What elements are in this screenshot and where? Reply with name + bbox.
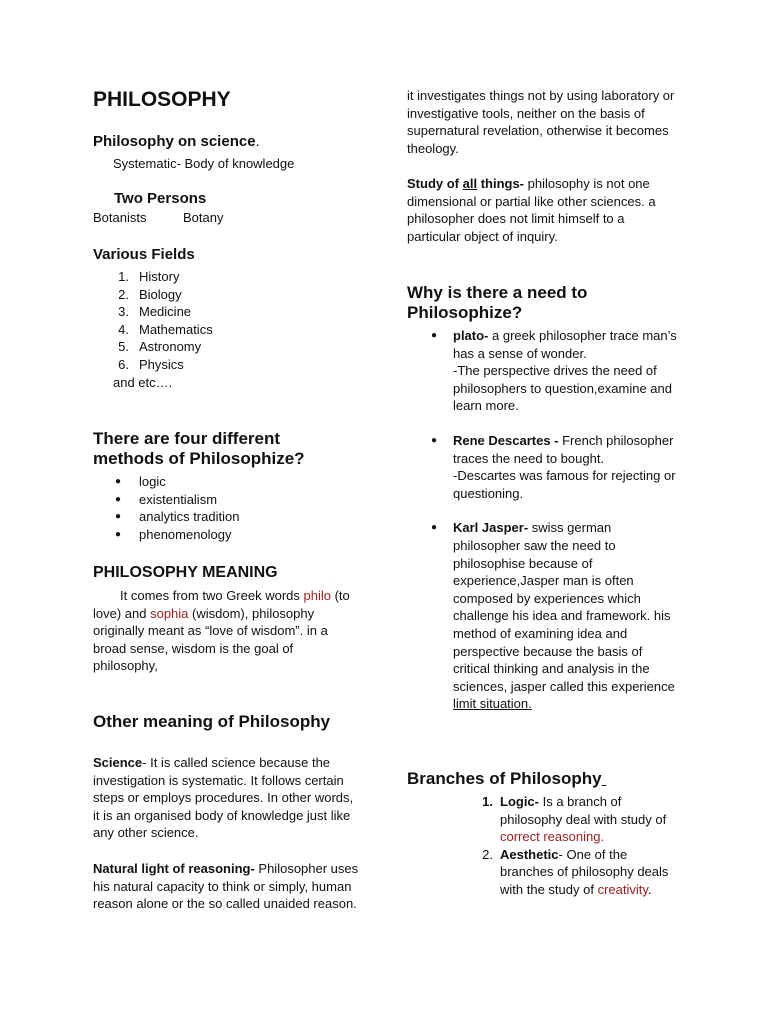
list-item: ● Karl Jasper- swiss german philosopher saw the need to philosophise because of experience,Jasper man is often composed by experiences which challenge his idea and framework. his method of examining idea and perspective because the basis of critical thinking and analysis in the sciences, jasper called this experience limit situation. bbox=[431, 520, 675, 712]
list-item: ● analytics tradition bbox=[115, 509, 240, 525]
fields-etc: and etc…. bbox=[113, 375, 173, 390]
list-item: 4. Mathematics bbox=[118, 321, 213, 337]
philo-word: philo bbox=[303, 588, 331, 603]
list-item: 5. Astronomy bbox=[118, 339, 202, 355]
list-item: 3. Medicine bbox=[118, 304, 192, 320]
other-meaning-heading: Other meaning of Philosophy bbox=[93, 712, 331, 731]
fields-list bbox=[93, 268, 363, 374]
two-persons-heading: Two Persons bbox=[114, 190, 207, 207]
natural-light-paragraph: Natural light of reasoning- Philosopher uses his natural capacity to think or simply, human reason alone or the so called unaided reason. bbox=[93, 861, 359, 912]
fields-heading: Various Fields bbox=[93, 246, 195, 263]
list-item: ● logic bbox=[115, 474, 166, 489]
continued-paragraph: it investigates things not by using laboratory or investigative tools, neither on the basis of supernatural revelation, otherwise it becomes theology. bbox=[407, 88, 675, 156]
page-title: PHILOSOPHY bbox=[93, 88, 231, 111]
sophia-word: sophia bbox=[150, 605, 189, 621]
meaning-heading: PHILOSOPHY MEANING bbox=[93, 564, 278, 581]
science-heading: Philosophy on science. bbox=[93, 133, 260, 150]
why-heading: Why is there a need to Philosophize? bbox=[407, 283, 588, 322]
methods-list bbox=[93, 473, 363, 543]
list-item: 1. History bbox=[118, 269, 180, 284]
science-paragraph: Science- It is called science because the investigation is systematic. It follows certain steps or employs procedures. In other words, it is an organised body of knowledge just like any other science. bbox=[93, 755, 354, 841]
science-line: Systematic- Body of knowledge bbox=[113, 156, 295, 171]
list-item: 2. Biology bbox=[118, 286, 182, 302]
list-item: 6. Physics bbox=[118, 356, 184, 372]
list-item: ● Rene Descartes - French philosopher traces the need to bought. -Descartes was famous for rejecting or questioning. bbox=[431, 432, 676, 501]
list-item: 2. Aesthetic- One of the branches of philosophy deals with the study of creativity. bbox=[482, 846, 669, 897]
methods-heading: There are four different methods of Philosophize? bbox=[93, 429, 305, 468]
why-list bbox=[407, 327, 679, 713]
list-item: ● plato- a greek philosopher trace man’s has a sense of wonder. -The perspective drives the need of philosophers to question,examine and learn more. bbox=[431, 328, 677, 414]
list-item: 1. Logic- Is a branch of philosophy deal with study of correct reasoning. bbox=[482, 794, 667, 845]
list-item: ● existentialism bbox=[115, 491, 218, 507]
meaning-paragraph: It comes from two Greek words philo (to love) and sophia (wisdom), philosophy originally meant as “love of wisdom”. in a broad sense, wisdom is the goal of philosophy, bbox=[93, 588, 350, 674]
study-paragraph: Study of all things- philosophy is not one dimensional or partial like other sciences. a philosopher does not limit himself to a particular object of inquiry. bbox=[407, 176, 656, 244]
list-item: ● phenomenology bbox=[115, 526, 232, 542]
branches-list bbox=[407, 793, 679, 899]
two-persons-item-2: Botany bbox=[183, 210, 224, 225]
branches-heading: Branches of Philosophy bbox=[407, 769, 602, 788]
two-persons-item-1: Botanists bbox=[93, 210, 147, 225]
